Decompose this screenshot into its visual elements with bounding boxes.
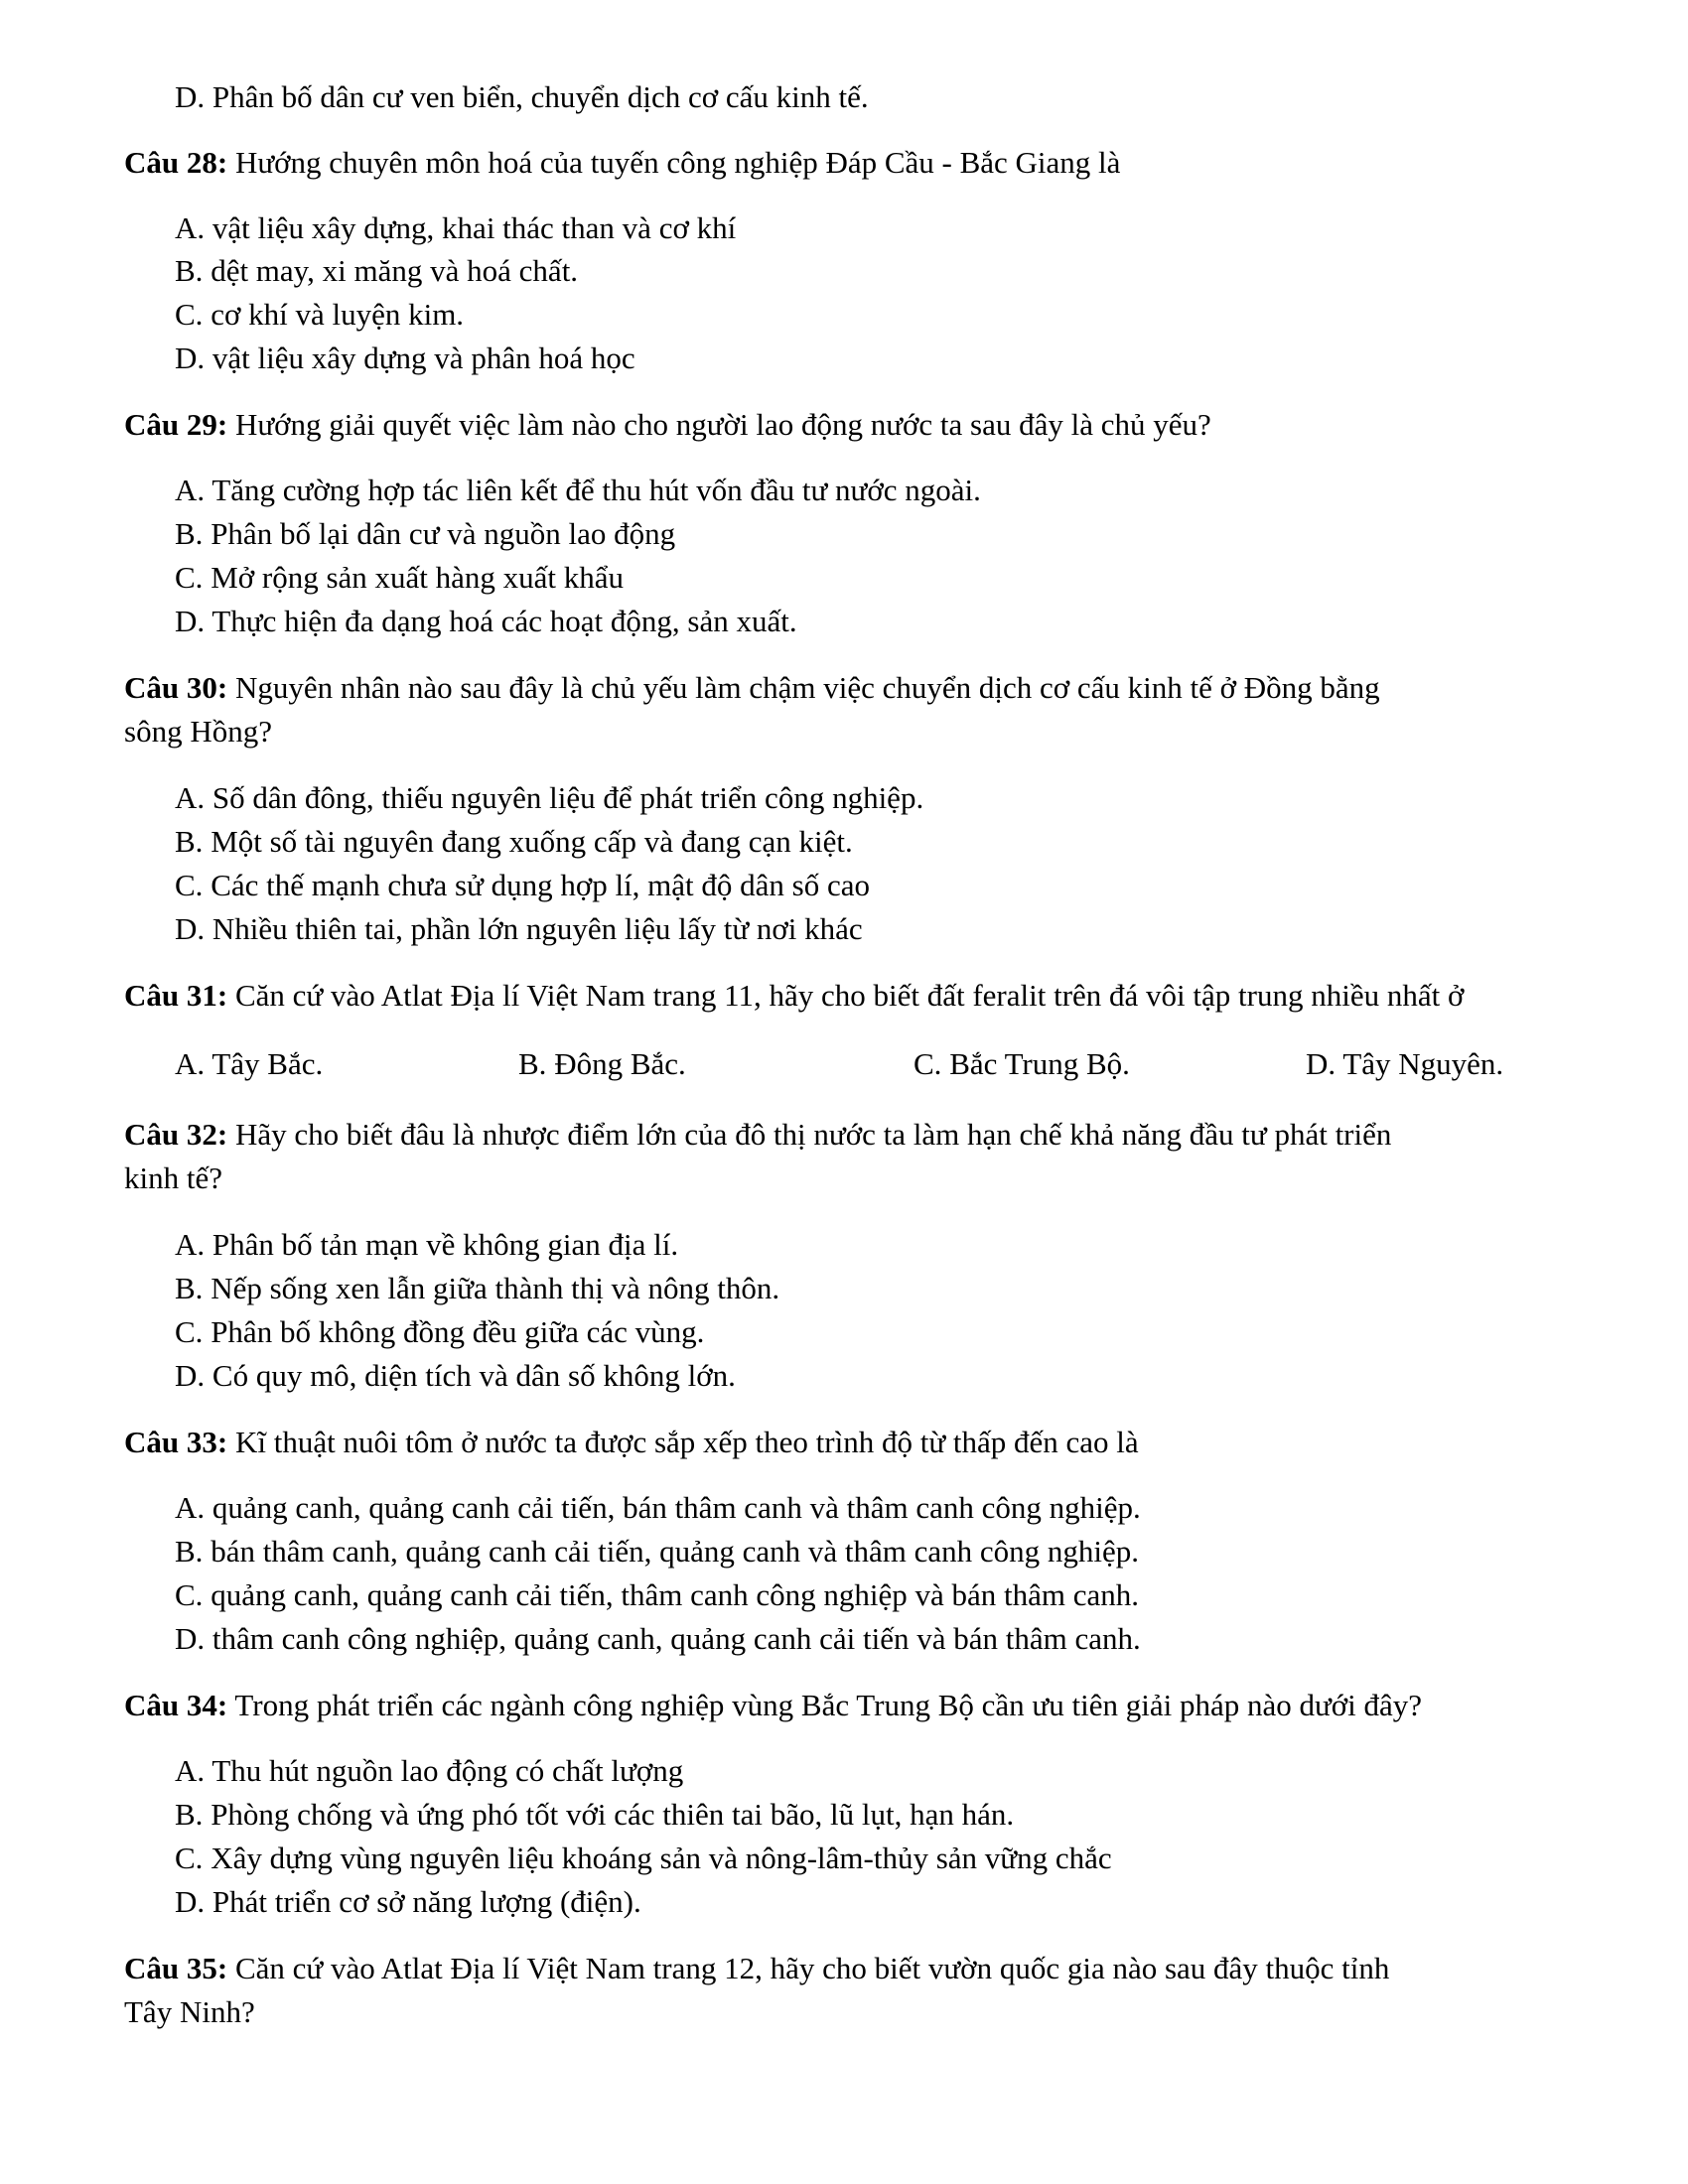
- option-line: [175, 602, 797, 641]
- option-text: cơ khí và luyện kim.: [211, 297, 465, 332]
- question-stem-continuation: [124, 1159, 222, 1198]
- question-label: Câu 32:: [124, 1117, 228, 1152]
- option-line: [175, 1269, 779, 1308]
- option-text: Có quy mô, diện tích và dân số không lớn.: [211, 1358, 736, 1393]
- option-text: vật liệu xây dựng và phân hoá học: [211, 341, 635, 375]
- option-text: Đông Bắc.: [554, 1046, 686, 1081]
- option-text: Phòng chống và ứng phó tốt với các thiên tai bão, lũ lụt, hạn hán.: [211, 1797, 1015, 1832]
- option-line: [175, 1795, 1014, 1835]
- option-letter: B.: [175, 1797, 204, 1832]
- option-letter: A.: [175, 1046, 206, 1081]
- option-line: [175, 1488, 1141, 1528]
- option-line: [175, 1312, 704, 1352]
- option-line: [175, 558, 624, 598]
- option-text: Tây Nguyên.: [1342, 1046, 1504, 1081]
- option-text: Tăng cường hợp tác liên kết để thu hút vốn đầu tư nước ngoài.: [211, 473, 981, 507]
- option-text: Phát triển cơ sở năng lượng (điện).: [211, 1884, 641, 1919]
- question-stem: [124, 1686, 1422, 1725]
- option-letter: D.: [175, 341, 206, 375]
- option-line: [175, 295, 464, 335]
- question-stem: [124, 1115, 1391, 1155]
- option-text: Tây Bắc.: [211, 1046, 324, 1081]
- option-letter: D.: [175, 604, 206, 638]
- option-text: quảng canh, quảng canh cải tiến, bán thâm canh và thâm canh công nghiệp.: [211, 1490, 1141, 1525]
- question-label: Câu 29:: [124, 407, 228, 442]
- option-letter: A.: [175, 1490, 206, 1525]
- option-line: [175, 208, 736, 248]
- question-text: kinh tế?: [124, 1160, 222, 1195]
- option-line: [175, 514, 675, 554]
- option-line: [175, 251, 578, 291]
- question-text: sông Hồng?: [124, 714, 272, 749]
- option-text: Một số tài nguyên đang xuống cấp và đang cạn kiệt.: [211, 824, 853, 859]
- question-text: Nguyên nhân nào sau đây là chủ yếu làm chậm việc chuyển dịch cơ cấu kinh tế ở Đồng bằng: [234, 670, 1380, 705]
- option-inline: [1306, 1044, 1503, 1084]
- question-label: Câu 33:: [124, 1425, 228, 1459]
- option-letter: D.: [175, 1358, 206, 1393]
- option-text: Nhiều thiên tai, phần lớn nguyên liệu lấy từ nơi khác: [211, 911, 863, 946]
- option-letter: C.: [175, 868, 204, 902]
- question-label: Câu 28:: [124, 145, 228, 180]
- question-text: Tây Ninh?: [124, 1994, 255, 2029]
- option-text: quảng canh, quảng canh cải tiến, thâm canh công nghiệp và bán thâm canh.: [211, 1577, 1140, 1612]
- question-stem-continuation: [124, 1992, 255, 2032]
- question-text: Hãy cho biết đâu là nhược điểm lớn của đô thị nước ta làm hạn chế khả năng đầu tư phát triển: [234, 1117, 1392, 1152]
- option-letter: B.: [175, 253, 204, 288]
- option-letter: C.: [175, 1314, 204, 1349]
- question-text: Căn cứ vào Atlat Địa lí Việt Nam trang 12, hãy cho biết vườn quốc gia nào sau đây thuộc tỉnh: [234, 1951, 1390, 1985]
- option-letter: D.: [175, 1621, 206, 1656]
- option-letter: A.: [175, 1753, 206, 1788]
- option-letter: B.: [518, 1046, 547, 1081]
- option-letter: C.: [175, 1841, 204, 1875]
- option-letter: A.: [175, 1227, 206, 1262]
- question-text: Trong phát triển các ngành công nghiệp vùng Bắc Trung Bộ cần ưu tiên giải pháp nào dưới đây?: [234, 1688, 1423, 1722]
- option-line: [175, 866, 870, 905]
- option-text: Thu hút nguồn lao động có chất lượng: [211, 1753, 684, 1788]
- question-text: Kĩ thuật nuôi tôm ở nước ta được sắp xếp theo trình độ từ thấp đến cao là: [234, 1425, 1139, 1459]
- option-text: Số dân đông, thiếu nguyên liệu để phát triển công nghiệp.: [211, 780, 924, 815]
- option-line: [175, 822, 853, 862]
- option-text: vật liệu xây dựng, khai thác than và cơ khí: [211, 210, 737, 245]
- question-label: Câu 35:: [124, 1951, 228, 1985]
- option-text: thâm canh công nghiệp, quảng canh, quảng canh cải tiến và bán thâm canh.: [211, 1621, 1141, 1656]
- question-stem-continuation: [124, 712, 272, 751]
- option-text: Phân bố không đồng đều giữa các vùng.: [211, 1314, 705, 1349]
- question-stem: [124, 1949, 1389, 1988]
- option-inline: [175, 1044, 323, 1084]
- option-line: [175, 778, 923, 818]
- option-line: [175, 1575, 1139, 1615]
- option-text: Các thế mạnh chưa sử dụng hợp lí, mật độ dân số cao: [211, 868, 871, 902]
- question-text: Hướng chuyên môn hoá của tuyến công nghiệp Đáp Cầu - Bắc Giang là: [234, 145, 1121, 180]
- option-text: Xây dựng vùng nguyên liệu khoáng sản và nông-lâm-thủy sản vững chắc: [211, 1841, 1112, 1875]
- question-label: Câu 34:: [124, 1688, 228, 1722]
- option-line: [175, 1751, 683, 1791]
- question-text: Hướng giải quyết việc làm nào cho người lao động nước ta sau đây là chủ yếu?: [234, 407, 1211, 442]
- option-text: Phân bố tản mạn về không gian địa lí.: [211, 1227, 679, 1262]
- option-letter: C.: [914, 1046, 942, 1081]
- option-line: [175, 1532, 1139, 1571]
- option-letter: D.: [1306, 1046, 1336, 1081]
- option-line: [175, 1225, 678, 1265]
- option-inline: [518, 1044, 686, 1084]
- option-line: [175, 1839, 1112, 1878]
- option-letter: B.: [175, 824, 204, 859]
- option-text: Mở rộng sản xuất hàng xuất khẩu: [211, 560, 625, 595]
- option-text: Phân bố dân cư ven biển, chuyển dịch cơ cấu kinh tế.: [211, 79, 869, 114]
- option-inline: [914, 1044, 1130, 1084]
- option-letter: C.: [175, 297, 204, 332]
- option-letter: A.: [175, 473, 206, 507]
- question-label: Câu 30:: [124, 670, 228, 705]
- option-line: [175, 1882, 641, 1922]
- option-letter: B.: [175, 516, 204, 551]
- question-label: Câu 31:: [124, 978, 228, 1013]
- option-line: [175, 471, 981, 510]
- option-letter: A.: [175, 780, 206, 815]
- option-letter: D.: [175, 911, 206, 946]
- question-stem: [124, 1423, 1139, 1462]
- option-letter: C.: [175, 1577, 204, 1612]
- option-letter: B.: [175, 1271, 204, 1305]
- option-letter: A.: [175, 210, 206, 245]
- option-line: [175, 1619, 1141, 1659]
- option-letter: D.: [175, 1884, 206, 1919]
- question-stem: [124, 976, 1464, 1016]
- option-text: dệt may, xi măng và hoá chất.: [211, 253, 579, 288]
- option-text: bán thâm canh, quảng canh cải tiến, quảng canh và thâm canh công nghiệp.: [211, 1534, 1140, 1569]
- option-letter: D.: [175, 79, 206, 114]
- question-text: Căn cứ vào Atlat Địa lí Việt Nam trang 11, hãy cho biết đất feralit trên đá vôi tập trung nhiều nhất ở: [234, 978, 1465, 1013]
- option-letter: C.: [175, 560, 204, 595]
- option-line: [175, 909, 863, 949]
- question-stem: [124, 405, 1211, 445]
- option-text: Nếp sống xen lẫn giữa thành thị và nông thôn.: [211, 1271, 780, 1305]
- option-letter: B.: [175, 1534, 204, 1569]
- option-line: [175, 1356, 736, 1396]
- question-stem: [124, 143, 1120, 183]
- option-line: [175, 339, 635, 378]
- question-stem: [124, 668, 1380, 708]
- option-text: Phân bố lại dân cư và nguồn lao động: [211, 516, 676, 551]
- option-text: Thực hiện đa dạng hoá các hoạt động, sản xuất.: [211, 604, 797, 638]
- option-text: Bắc Trung Bộ.: [949, 1046, 1130, 1081]
- option-line: [175, 77, 869, 117]
